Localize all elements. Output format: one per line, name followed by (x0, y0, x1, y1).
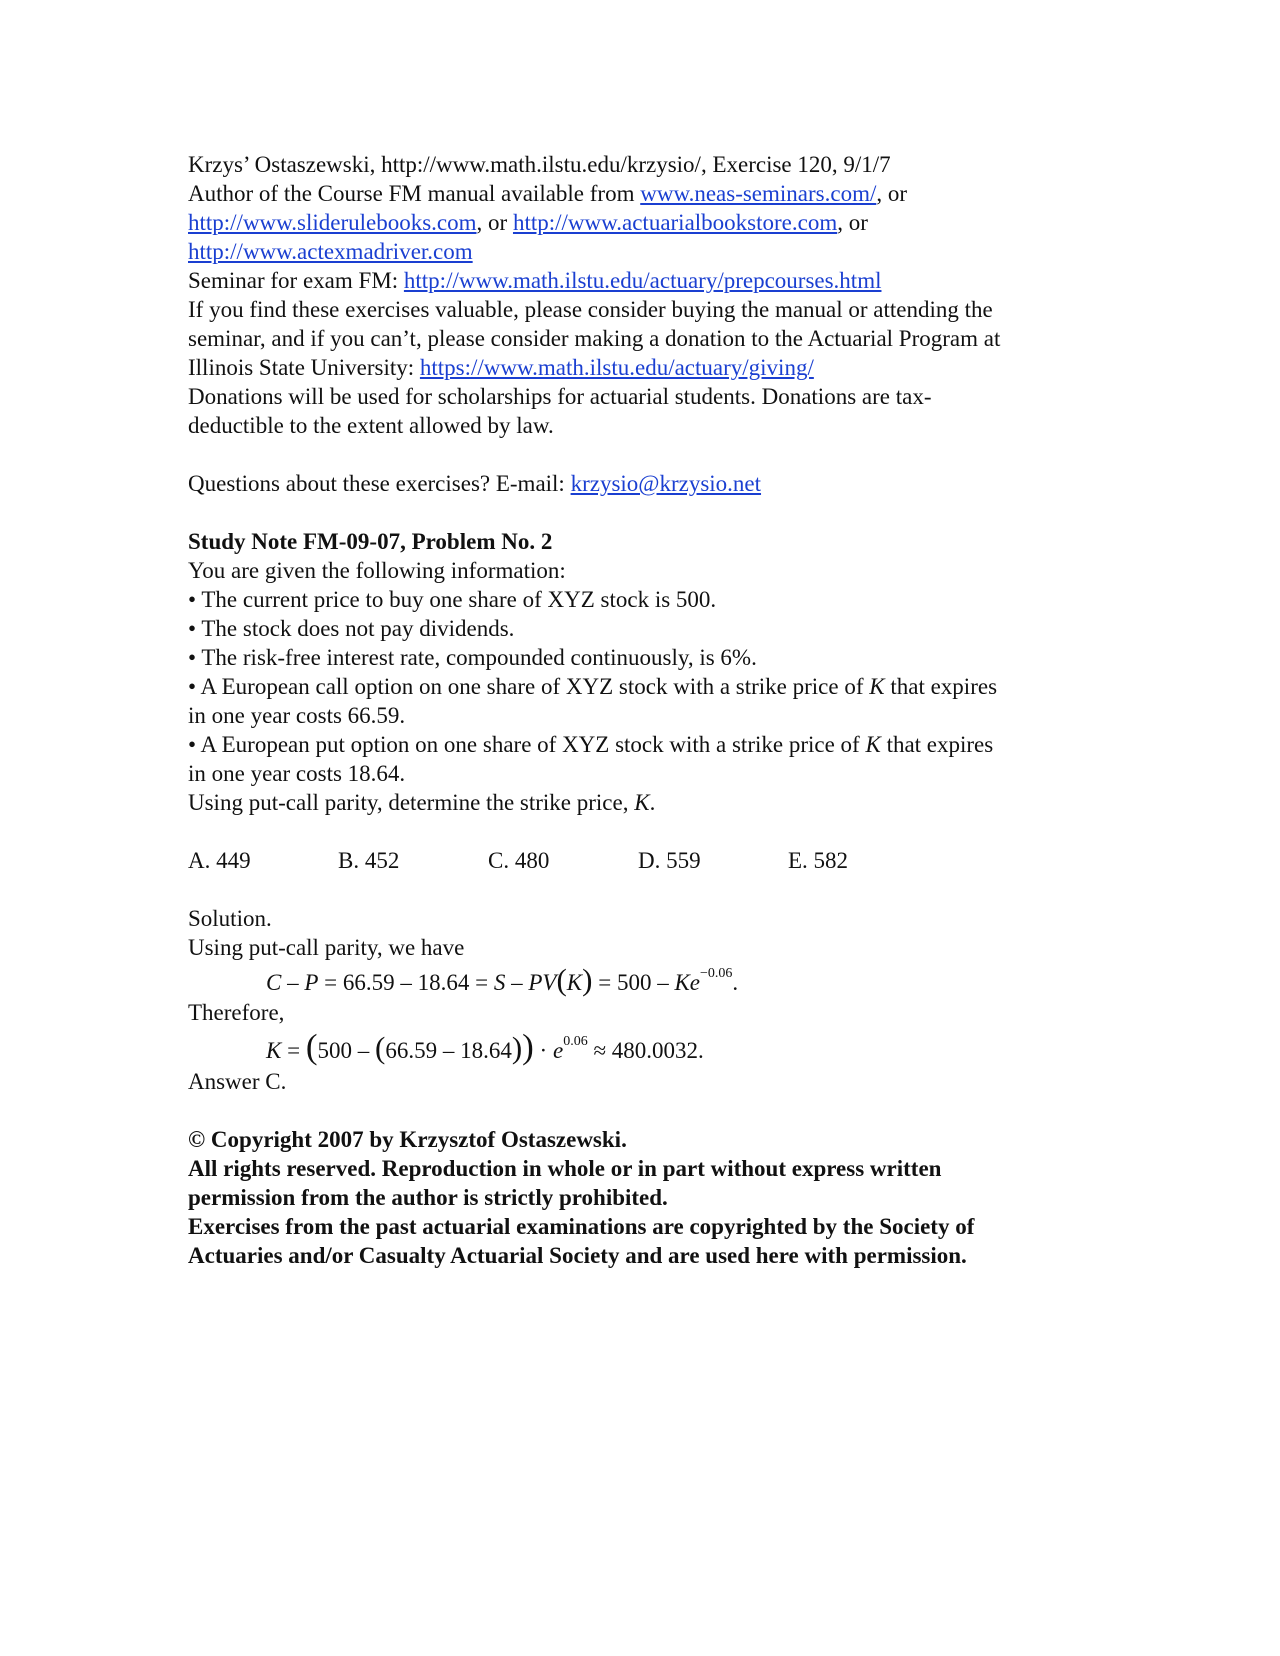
bullet-5: • A European put option on one share of XYZ stock with a strike price of K that expires (188, 732, 994, 757)
actuarialbookstore-link[interactable]: http://www.actuarialbookstore.com (512, 210, 838, 235)
document-page (188, 150, 1108, 1270)
email-link[interactable]: krzysio@krzysio.net (570, 471, 762, 496)
donations-line-2: deductible to the extent allowed by law. (188, 413, 554, 438)
strike-equation: $K = (500 - (66.59 - 18.64)) \cdot e^{0.06} \approx 480.0032$. (266, 1027, 704, 1066)
actex-link[interactable]: http://www.actexmadriver.com (188, 239, 473, 264)
questions-line: Questions about these exercises? E-mail: krzysio@krzysio.net (188, 471, 762, 496)
bullet-4-cont: in one year costs 66.59. (188, 703, 406, 728)
copyright-line-5: Actuaries and/or Casualty Actuarial Society and are used here with permission. (188, 1243, 967, 1268)
choice-a: A. 449 (188, 848, 251, 873)
choice-d: D. 559 (638, 848, 701, 873)
actex-line (188, 237, 1108, 266)
donations-line-1: Donations will be used for scholarships for actuarial students. Donations are tax- (188, 384, 932, 409)
seminar-line: Seminar for exam FM: http://www.math.ilstu.edu/actuary/prepcourses.html (188, 268, 882, 293)
seminar-link[interactable]: http://www.math.ilstu.edu/actuary/prepcourses.html (403, 268, 882, 293)
answer-line: Answer C. (188, 1069, 287, 1094)
author-line: Author of the Course FM manual available from www.neas-seminars.com/, or (188, 181, 908, 206)
giving-link[interactable]: https://www.math.ilstu.edu/actuary/giving/ (419, 355, 814, 380)
valuable-line-1: If you find these exercises valuable, please consider buying the manual or attending the (188, 297, 993, 322)
sliderule-link[interactable]: http://www.sliderulebooks.com (188, 210, 477, 235)
copyright-line-1: © Copyright 2007 by Krzysztof Ostaszewski. (188, 1127, 627, 1152)
copyright-line-2: All rights reserved. Reproduction in whole or in part without express written (188, 1156, 942, 1181)
header-line: Krzys’ Ostaszewski, http://www.math.ilstu.edu/krzysio/, Exercise 120, 9/1/7 (188, 152, 891, 177)
therefore-line: Therefore, (188, 1000, 285, 1025)
neas-link[interactable]: www.neas-seminars.com/ (640, 181, 877, 206)
solution-intro: Using put-call parity, we have (188, 935, 465, 960)
choice-b: B. 452 (338, 848, 400, 873)
bullet-4: • A European call option on one share of XYZ stock with a strike price of K that expires (188, 674, 998, 699)
links-line: http://www.sliderulebooks.com, or http://www.actuarialbookstore.com, or (188, 210, 868, 235)
copyright-line-3: permission from the author is strictly prohibited. (188, 1185, 668, 1210)
valuable-line-3: Illinois State University: https://www.math.ilstu.edu/actuary/giving/ (188, 355, 814, 380)
solution-label: Solution. (188, 906, 272, 931)
problem-title: Study Note FM-09-07, Problem No. 2 (188, 529, 553, 554)
bullet-5-cont: in one year costs 18.64. (188, 761, 406, 786)
problem-question: Using put-call parity, determine the strike price, K. (188, 790, 656, 815)
parity-equation: $C - P = 66.59 - 18.64 = S - PV(K) = 500 - Ke^{-0.06}$. (266, 962, 739, 997)
problem-intro: You are given the following information: (188, 558, 566, 583)
valuable-line-2: seminar, and if you can’t, please consider making a donation to the Actuarial Program at (188, 326, 1001, 351)
bullet-1: • The current price to buy one share of XYZ stock is 500. (188, 587, 717, 612)
copyright-line-4: Exercises from the past actuarial examinations are copyrighted by the Society of (188, 1214, 975, 1239)
choice-e: E. 582 (788, 848, 849, 873)
choice-c: C. 480 (488, 848, 550, 873)
bullet-2: • The stock does not pay dividends. (188, 616, 515, 641)
answer-choices (188, 846, 1108, 875)
bullet-3: • The risk-free interest rate, compounded continuously, is 6%. (188, 645, 757, 670)
